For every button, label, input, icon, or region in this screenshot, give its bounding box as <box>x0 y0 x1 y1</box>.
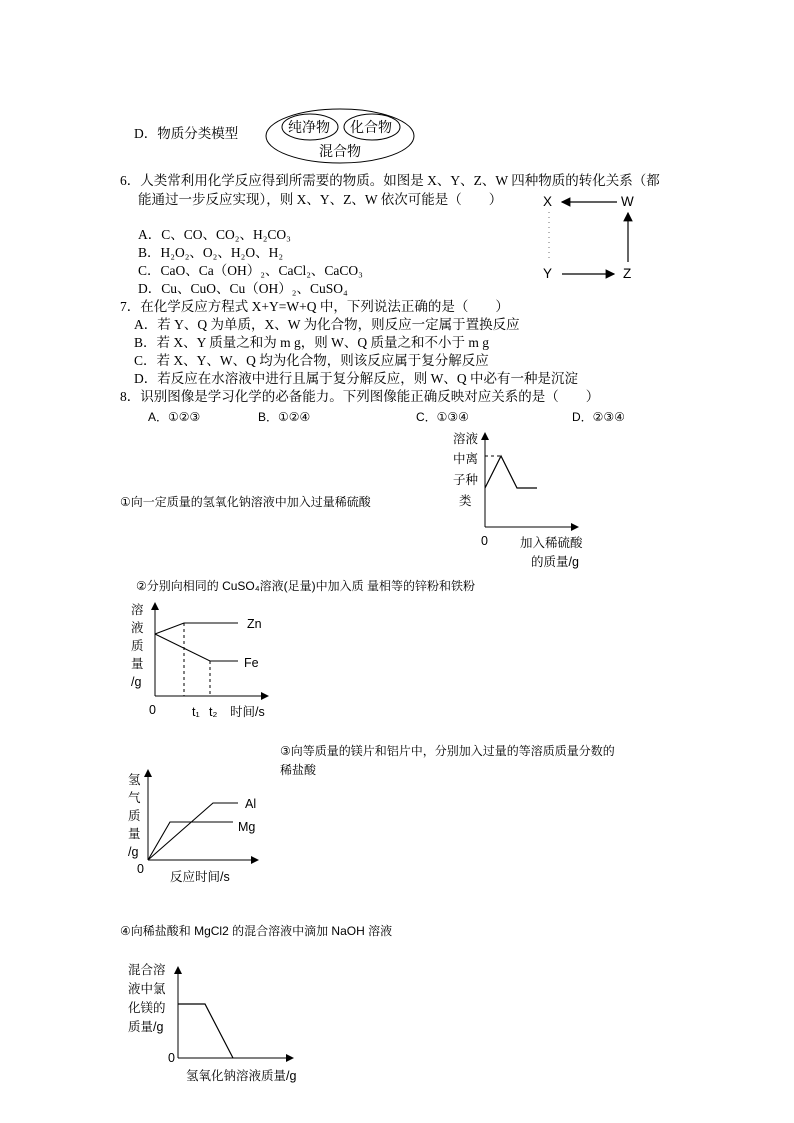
item1-curve <box>485 456 537 488</box>
item1-ylabel-1: 溶液 <box>453 432 479 446</box>
item1-text: ①向一定质量的氢氧化钠溶液中加入过量稀硫酸 <box>120 495 371 509</box>
item4-ylabel-2: 液中氯 <box>128 982 166 996</box>
item3-al-line <box>148 803 238 860</box>
item1-origin: 0 <box>481 534 488 548</box>
q7-option-d: D．若反应在水溶液中进行且属于复分解反应，则 W、Q 中必有一种是沉淀 <box>134 371 578 386</box>
q7-stem: 7．在化学反应方程式 X+Y=W+Q 中，下列说法正确的是（ ） <box>120 299 509 314</box>
model-compound-label: 化合物 <box>350 119 392 135</box>
item2-ylabel-1: 溶 <box>131 603 144 617</box>
item2-t1: t₁ <box>192 705 200 719</box>
item4-ylabel-3: 化镁的 <box>128 1001 166 1015</box>
item2-fe-line <box>155 634 238 661</box>
q6-option-d: D．Cu、CuO、Cu（OH）₂、CuSO₄ <box>138 281 348 296</box>
item3-ylabel-3: 质 <box>128 809 141 823</box>
item2-ylabel-4: 量 <box>131 657 144 671</box>
q8-option-b: B．①②④ <box>258 410 311 424</box>
item3-ylabel-1: 氢 <box>128 773 141 787</box>
item3-ylabel-4: 量 <box>128 827 141 841</box>
item1-xlabel-1: 加入稀硫酸 <box>520 536 583 550</box>
item1-xlabel-2: 的质量/g <box>531 555 579 569</box>
diagram-z-label: Z <box>623 266 632 281</box>
diagram-w-label: W <box>621 194 634 209</box>
q6-option-b: B．H₂O₂、O₂、H₂O、H₂ <box>138 245 284 260</box>
q8-option-c: C．①③④ <box>416 410 469 424</box>
item3-ylabel-2: 气 <box>128 791 141 805</box>
q7-option-a: A．若 Y、Q 为单质，X、W 为化合物，则反应一定属于置换反应 <box>134 317 520 332</box>
q6-stem-line1: 6．人类常利用化学反应得到所需要的物质。如图是 X、Y、Z、W 四种物质的转化关系（都 <box>120 173 660 188</box>
item3-text-line2: 稀盐酸 <box>280 763 317 777</box>
item2-series-fe: Fe <box>244 656 259 670</box>
item2-text: ②分别向相同的 CuSO₄溶液(足量)中加入质 量相等的锌粉和铁粉 <box>136 579 475 593</box>
item4-ylabel-4: 质量/g <box>128 1020 164 1034</box>
item2-ylabel-3: 质 <box>131 639 144 653</box>
item1-ylabel-2: 中离 <box>453 452 479 466</box>
diagram-y-label: Y <box>543 266 553 281</box>
item3-xlabel: 反应时间/s <box>170 870 230 884</box>
q8-option-d: D．②③④ <box>572 410 625 424</box>
model-mixture-label: 混合物 <box>319 143 361 159</box>
item2-ylabel-2: 液 <box>131 621 144 635</box>
q7-option-c: C．若 X、Y、W、Q 均为化合物，则该反应属于复分解反应 <box>134 353 489 368</box>
q8-option-a: A．①②③ <box>148 410 201 424</box>
item1-ylabel-3: 子种 <box>453 473 479 487</box>
item4-curve <box>178 1004 233 1058</box>
item4-xlabel: 氢氧化钠溶液质量/g <box>186 1069 297 1083</box>
q7-option-b: B．若 X、Y 质量之和为 m g，则 W、Q 质量之和不小于 m g <box>134 335 489 350</box>
item3-text-line1: ③向等质量的镁片和铝片中，分别加入过量的等溶质质量分数的 <box>280 744 615 758</box>
q6-option-c: C．CaO、Ca（OH）₂、CaCl₂、CaCO₃ <box>138 263 363 278</box>
item1-ylabel-4: 类 <box>459 494 472 508</box>
item3-ylabel-5: /g <box>128 845 139 859</box>
item2-t2: t₂ <box>209 705 218 719</box>
q8-stem: 8．识别图像是学习化学的必备能力。下列图像能正确反映对应关系的是（ ） <box>120 389 600 404</box>
q6-option-a: A．C、CO、CO₂、H₂CO₃ <box>138 227 291 242</box>
item4-ylabel-1: 混合溶 <box>128 963 166 977</box>
item2-xlabel: 时间/s <box>230 705 265 719</box>
q5-option-d: D．物质分类模型 <box>134 126 239 141</box>
item4-text: ④向稀盐酸和 MgCl2 的混合溶液中滴加 NaOH 溶液 <box>120 924 393 938</box>
item2-origin: 0 <box>149 703 156 717</box>
item3-origin: 0 <box>137 862 144 876</box>
item2-ylabel-5: /g <box>131 675 142 689</box>
item4-origin: 0 <box>168 1051 175 1065</box>
item2-series-zn: Zn <box>247 617 262 631</box>
diagram-x-label: X <box>543 194 553 209</box>
item2-zn-line <box>155 623 238 634</box>
model-pure-label: 纯净物 <box>288 119 330 135</box>
item3-series-al: Al <box>245 797 257 811</box>
item3-mg-line <box>148 822 233 860</box>
q6-stem-line2: 能通过一步反应实现），则 X、Y、Z、W 依次可能是（ ） <box>138 192 503 207</box>
item3-series-mg: Mg <box>238 820 256 834</box>
